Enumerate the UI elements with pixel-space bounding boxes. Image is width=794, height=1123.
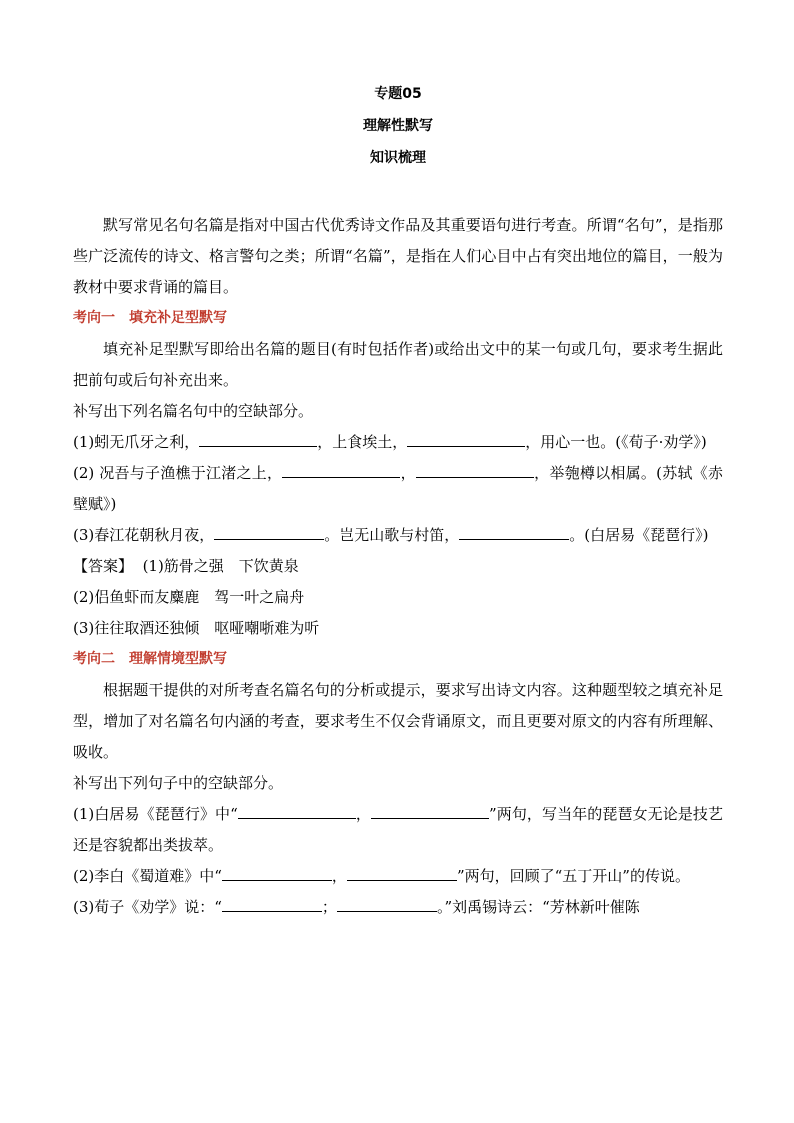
document-page [73, 78, 723, 923]
question-item: (3)荀子《劝学》说：“ ； 。”刘禹锡诗云：“芳林新叶催陈 [73, 898, 640, 916]
instruction-text: 补写出下列名篇名句中的空缺部分。 [73, 402, 314, 420]
answer-blank[interactable] [416, 463, 534, 478]
page-subtitle: 知识梳理 [370, 150, 426, 166]
section-heading-fill-in: 考向一 填充补足型默写 [73, 310, 227, 326]
question-item: (1)白居易《琵琶行》中“ ， ”两句，写当年的琵琶女无论是技艺还是容貌都出类拔萃。 [73, 805, 723, 854]
instruction-text: 补写出下列句子中的空缺部分。 [73, 774, 284, 792]
answer-blank[interactable] [199, 432, 317, 447]
answer-blank[interactable] [222, 866, 332, 881]
answer-blank[interactable] [282, 463, 400, 478]
question-item: (1)蚓无爪牙之利， ，上食埃土， ，用心一也。(《荀子·劝学》) [73, 433, 707, 451]
answer-line [73, 551, 723, 582]
answer-blank[interactable] [222, 897, 322, 912]
answer-blank[interactable] [371, 804, 489, 819]
intro-section [73, 210, 723, 303]
answer-blank[interactable] [238, 804, 356, 819]
question-item: (2) 况吾与子渔樵于江渚之上， ， ，举匏樽以相属。(苏轼《赤壁赋》) [73, 464, 723, 513]
answer-blank[interactable] [214, 525, 324, 540]
answer-blank[interactable] [407, 432, 525, 447]
answer-text: (1)筋骨之强 下饮黄泉 [142, 557, 299, 575]
section-description: 填充补足型默写即给出名篇的题目(有时包括作者)或给出文中的某一句或几句，要求考生据此把前句或后句补充出来。 [73, 340, 723, 389]
answer-blank[interactable] [337, 897, 437, 912]
section-heading-situational: 考向二 理解情境型默写 [73, 651, 227, 667]
answer-blank[interactable] [347, 866, 457, 881]
answer-text: (3)往往取酒还独倾 呕哑嘲哳难为听 [73, 619, 320, 637]
topic-number: 专题05 [374, 86, 422, 102]
section-fill-in [73, 303, 723, 644]
section-situational [73, 644, 723, 923]
answer-text: (2)侣鱼虾而友麋鹿 驾一叶之扁舟 [73, 588, 305, 606]
answer-label: 【答案】 [73, 557, 134, 575]
section-description: 根据题干提供的对所考查名篇名句的分析或提示，要求写出诗文内容。这种题型较之填充补足型，增加了对名篇名句内涵的考查，要求考生不仅会背诵原文，而且更要对原文的内容有所理解、吸收。 [73, 681, 723, 761]
page-title: 理解性默写 [363, 118, 433, 134]
intro-paragraph: 默写常见名句名篇是指对中国古代优秀诗文作品及其重要语句进行考查。所谓“名句”，是指那些广泛流传的诗文、格言警句之类；所谓“名篇”，是指在人们心目中占有突出地位的篇目，一般为教材中要求背诵的篇目。 [73, 216, 723, 296]
answer-blank[interactable] [459, 525, 569, 540]
question-item: (2)李白《蜀道难》中“ ， ”两句，回顾了“五丁开山”的传说。 [73, 867, 690, 885]
question-item: (3)春江花朝秋月夜， 。岂无山歌与村笛， 。(白居易《琵琶行》) [73, 526, 709, 544]
